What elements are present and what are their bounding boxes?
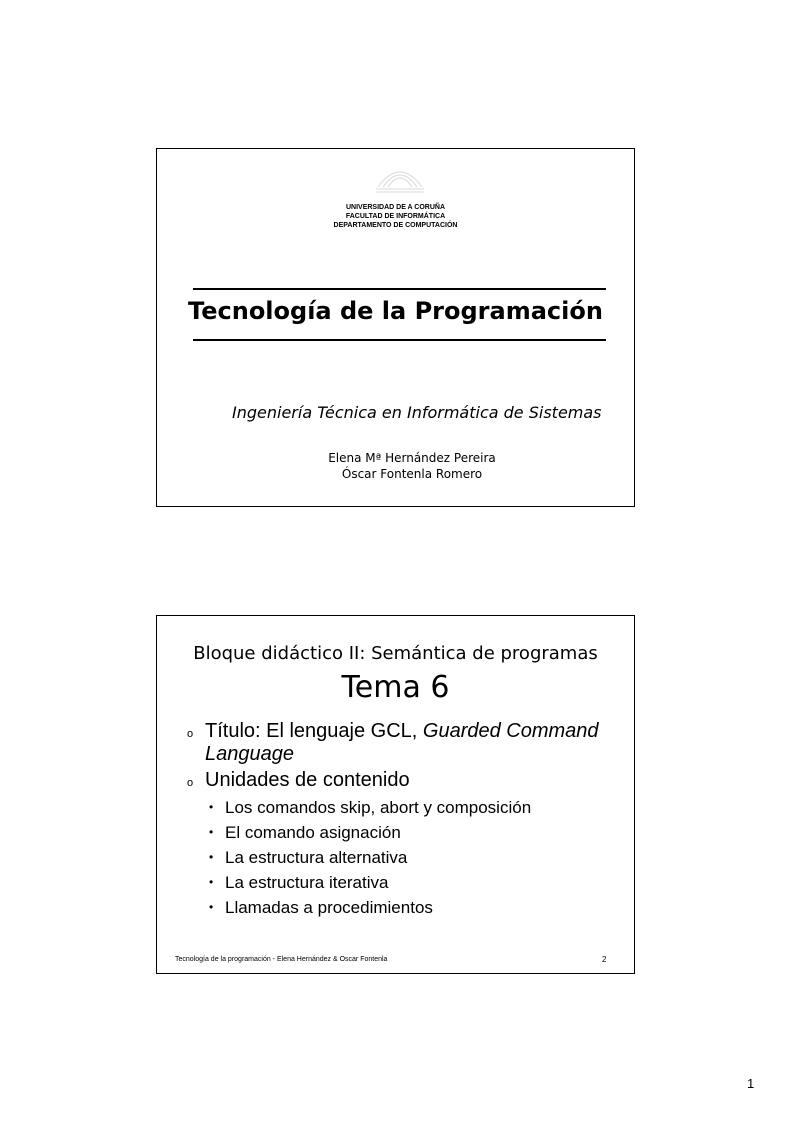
slide-footer: Tecnología de la programación - Elena Hernández & Oscar Fontenla — [175, 956, 388, 963]
item-label-italic: Guarded Command Language — [205, 720, 599, 765]
title-rule-bottom — [193, 339, 606, 341]
department-name: DEPARTAMENTO DE COMPUTACIÓN — [333, 222, 458, 229]
list-item — [185, 769, 625, 792]
bullet-icon: o — [187, 777, 194, 789]
slide-content — [185, 720, 625, 920]
sub-list-item — [185, 820, 625, 845]
sub-list-item — [185, 895, 625, 920]
page-number: 1 — [747, 1076, 755, 1091]
dot-icon: • — [209, 825, 214, 839]
author-1: Elena Mª Hernández Pereira — [328, 451, 496, 465]
block-title: Bloque didáctico II: Semántica de programas — [193, 643, 598, 664]
university-name: UNIVERSIDAD DE A CORUÑA — [345, 204, 446, 211]
degree-name: Ingeniería Técnica en Informática de Sistemas — [232, 403, 602, 422]
university-logo-icon — [370, 157, 430, 195]
item-label: Unidades de contenido — [205, 769, 410, 791]
sub-item-label: Llamadas a procedimientos — [225, 898, 433, 917]
authors — [287, 450, 537, 482]
sub-list-item — [185, 845, 625, 870]
sub-item-label: La estructura iterativa — [225, 873, 389, 892]
institution-header — [157, 203, 634, 230]
slide-2 — [156, 615, 635, 974]
dot-icon: • — [209, 850, 214, 864]
sub-item-label: Los comandos skip, abort y composición — [225, 798, 532, 817]
sub-list-item — [185, 795, 625, 820]
faculty-name: FACULTAD DE INFORMÁTICA — [345, 213, 446, 220]
dot-icon: • — [209, 800, 214, 814]
author-2: Óscar Fontenla Romero — [341, 467, 483, 481]
sub-item-label: El comando asignación — [225, 823, 401, 842]
dot-icon: • — [209, 900, 214, 914]
course-title: Tecnología de la Programación — [188, 297, 603, 325]
slide-number: 2 — [602, 955, 607, 964]
bullet-icon: o — [187, 728, 194, 740]
sub-item-label: La estructura alternativa — [225, 848, 408, 867]
topic-title: Tema 6 — [341, 670, 450, 705]
item-label: Título: El lenguaje GCL, — [205, 720, 423, 742]
dot-icon: • — [209, 875, 214, 889]
title-rule-top — [193, 288, 606, 290]
sub-list-item — [185, 870, 625, 895]
list-item — [185, 720, 625, 766]
slide-1 — [156, 148, 635, 507]
